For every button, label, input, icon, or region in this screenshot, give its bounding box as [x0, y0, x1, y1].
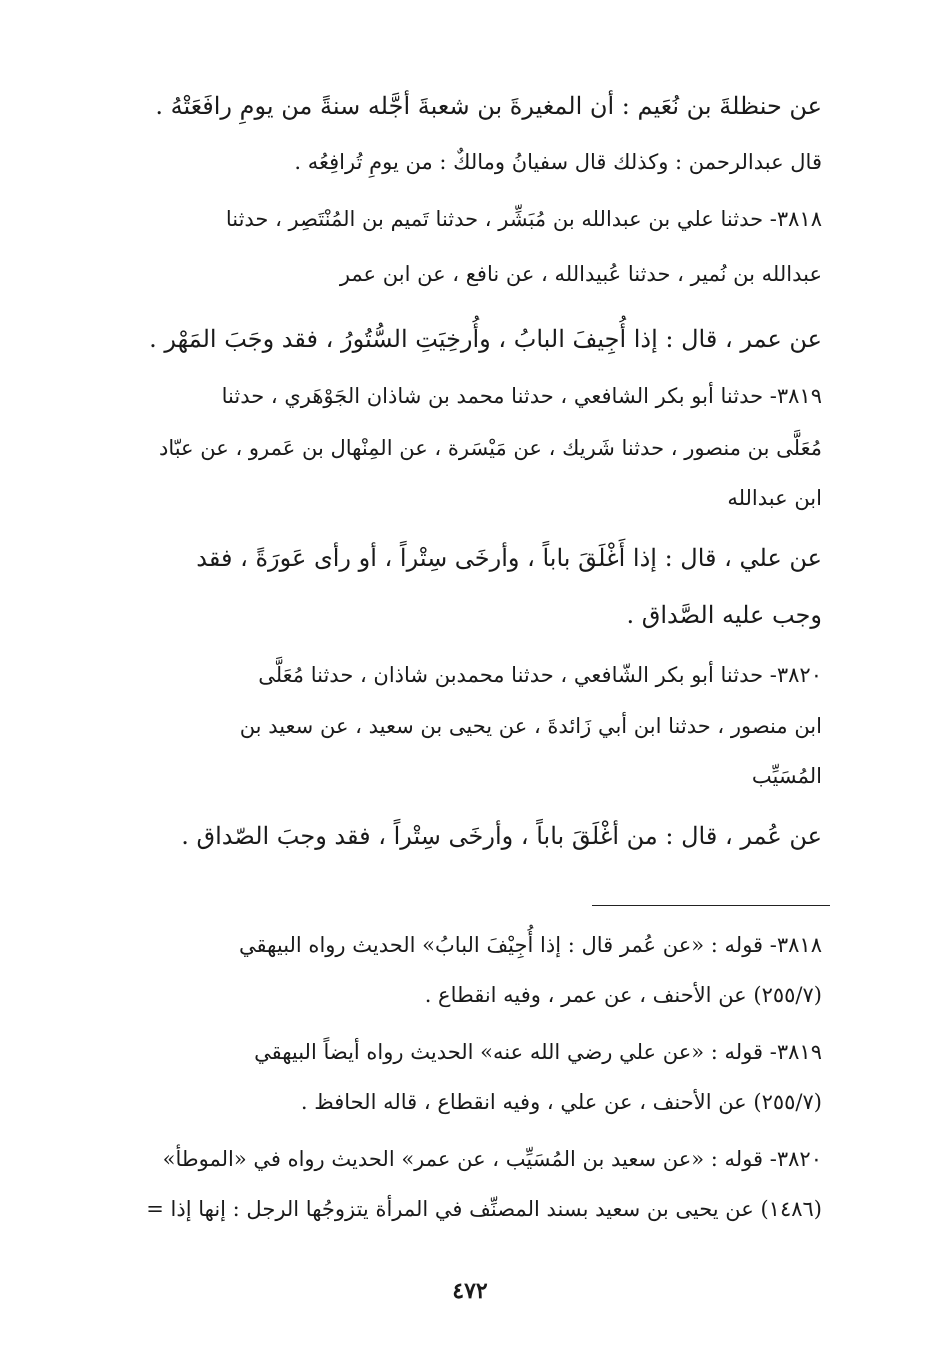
hadith-3819-isnad: مُعَلَّى بن منصور ، حدثنا شَريك ، عن مَيْسَرة ، عن المِنْهال بن عَمرو ، عن عبّاد — [158, 436, 822, 460]
footnote-line: ٣٨٢٠- قوله : «عن سعيد بن المُسَيِّب ، عن عمر» الحديث رواه في «الموطأ» — [162, 1147, 822, 1171]
footnote-line: (٢٥٥/٧) عن الأحنف ، عن عمر ، وفيه انقطاع . — [424, 983, 822, 1007]
page-number: ٤٧٢ — [452, 1278, 488, 1304]
footnote-line: (٢٥٥/٧) عن الأحنف ، عن علي ، وفيه انقطاع ، قاله الحافظ . — [300, 1090, 822, 1114]
footnote-line: ٣٨١٩- قوله : «عن علي رضي الله عنه» الحديث رواه أيضاً البيهقي — [254, 1040, 822, 1064]
footnote-line: (١٤٨٦) عن يحيى بن سعيد بسند المصنِّف في المرأة يتزوجُها الرجل : إنها إذا = — [146, 1197, 822, 1221]
hadith-3819-matn: عن علي ، قال : إذا أَغْلَقَ باباً ، وأرخَى سِتْراً ، أو رأى عَورَةً ، فقد — [196, 544, 822, 572]
hadith-3819-matn: وجب عليه الصَّداق . — [626, 601, 822, 629]
hadith-3820-isnad: ابن منصور ، حدثنا ابن أبي زَائدةَ ، عن يحيى بن سعيد ، عن سعيد بن — [239, 714, 822, 738]
hadith-3818-matn: عن عمر ، قال : إذا أُجِيفَ البابُ ، وأُرخِيَتِ السُّتُورُ ، فقد وجَبَ المَهْر . — [149, 325, 822, 353]
footnote-divider — [592, 905, 830, 906]
hadith-3820-matn: عن عُمر ، قال : من أغْلَقَ باباً ، وأرخَى سِتْراً ، فقد وجبَ الصّداق . — [181, 822, 822, 850]
hadith-3818-isnad: عبدالله بن نُمير ، حدثنا عُبيدالله ، عن نافع ، عن ابن عمر — [339, 262, 822, 286]
footnote-line: ٣٨١٨- قوله : «عن عُمر قال : إذا أُجِيْفَ البابُ» الحديث رواه البيهقي — [239, 933, 822, 957]
hadith-3818-isnad: ٣٨١٨- حدثنا علي بن عبدالله بن مُبَشِّر ، حدثنا تَميم بن المُنْتَصِر ، حدثنا — [225, 207, 822, 231]
hadith-3820-isnad: ٣٨٢٠- حدثنا أبو بكر الشّافعي ، حدثنا محمدبن شاذان ، حدثنا مُعَلَّى — [258, 663, 822, 687]
hadith-3819-isnad: ابن عبدالله — [727, 486, 822, 510]
hadith-3819-isnad: ٣٨١٩- حدثنا أبو بكر الشافعي ، حدثنا محمد بن شاذان الجَوْهَري ، حدثنا — [221, 384, 822, 408]
text-line: قال عبدالرحمن : وكذلك قال سفيانُ ومالكٌ : من يومِ تُرافِعُه . — [294, 150, 822, 174]
text-line: عن حنظلةَ بن نُعَيم : أن المغيرةَ بن شعبةَ أجَّله سنةً من يومِ رافَعَتْهُ . — [155, 92, 822, 120]
hadith-3820-isnad: المُسَيِّب — [751, 764, 822, 788]
